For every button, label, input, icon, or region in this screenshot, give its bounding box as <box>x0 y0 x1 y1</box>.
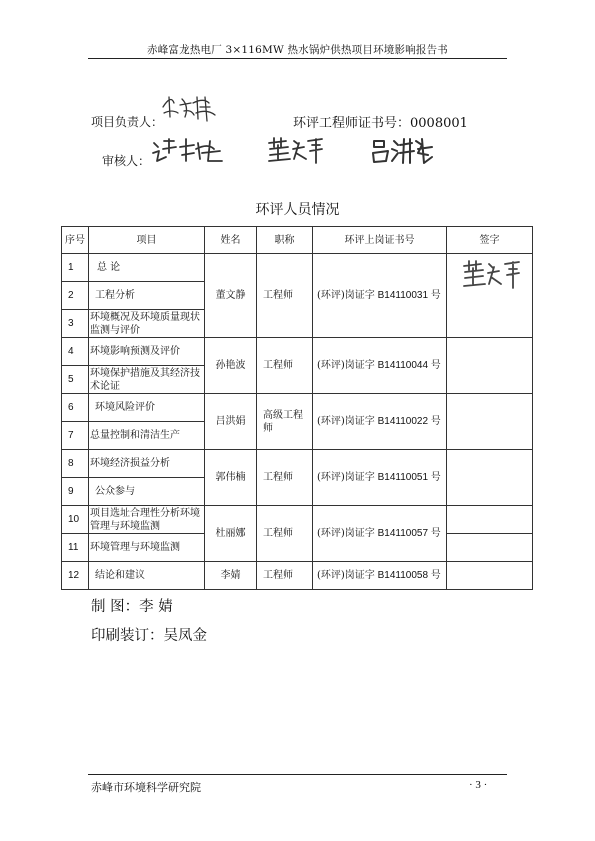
staff-cert <box>313 338 447 394</box>
staff-cert <box>313 506 447 562</box>
staff-cert <box>313 450 447 506</box>
staff-name: 董文静 <box>205 254 257 338</box>
header-cert: 环评上岗证书号 <box>313 227 447 254</box>
cert-suffix: 号 <box>430 472 441 483</box>
leader-signature <box>160 91 220 125</box>
cert-number: B14110058 <box>377 570 429 581</box>
cert-number: B14110057 <box>377 528 429 539</box>
header-item: 项目 <box>89 227 205 254</box>
cert-suffix: 号 <box>430 290 441 301</box>
cert-suffix: 号 <box>430 570 441 581</box>
page-header-title: 赤峰富龙热电厂 3×116MW 热水锅炉供热项目环境影响报告书 <box>147 44 448 56</box>
table-row <box>62 338 533 366</box>
row-item: 项目选址合理性分析环境管理与环境监测 <box>89 506 205 534</box>
staff-title: 高级工程师 <box>257 394 313 450</box>
cert-suffix: 号 <box>430 360 441 371</box>
cert-prefix: (环评)岗证字 <box>317 290 375 301</box>
row-num: 12 <box>62 562 89 590</box>
table-row <box>62 562 533 590</box>
row-item: 公众参与 <box>89 478 205 506</box>
row-item: 总量控制和清洁生产 <box>89 422 205 450</box>
staff-title: 工程师 <box>257 562 313 590</box>
staff-signature-cell <box>447 534 533 562</box>
staff-cert <box>313 254 447 338</box>
cert-number: B14110051 <box>377 472 429 483</box>
staff-signature-cell <box>447 450 533 506</box>
reviewer-signature-3 <box>370 135 434 167</box>
staff-signature-cell <box>447 338 533 394</box>
project-leader-label: 项目负责人： <box>91 115 164 129</box>
staff-name: 吕洪娟 <box>205 394 257 450</box>
staff-title: 工程师 <box>257 450 313 506</box>
reviewer-signature-1 <box>150 135 226 165</box>
footer-org: 赤峰市环境科学研究院 <box>91 781 201 794</box>
cert-suffix: 号 <box>430 528 441 539</box>
staff-cert <box>313 562 447 590</box>
row-item: 环境保护措施及其经济技术论证 <box>89 366 205 394</box>
reviewer-label: 审核人： <box>102 154 151 168</box>
cert-number: B14110044 <box>377 360 429 371</box>
row-item: 环境风险评价 <box>89 394 205 422</box>
engineer-cert-line: 环评工程师证书号：0008001 <box>293 116 468 131</box>
reviewer-signature-2 <box>266 135 324 165</box>
cert-prefix: (环评)岗证字 <box>317 528 375 539</box>
staff-title: 工程师 <box>257 338 313 394</box>
table-header-row <box>62 227 533 254</box>
row-num: 8 <box>62 450 89 478</box>
row-item: 工程分析 <box>89 282 205 310</box>
header-num: 序号 <box>62 227 89 254</box>
page-number: · 3 · <box>469 779 488 791</box>
row-num: 11 <box>62 534 89 562</box>
row-num: 9 <box>62 478 89 506</box>
header-name: 姓名 <box>205 227 257 254</box>
staff-signature-cell <box>447 562 533 590</box>
row-item: 环境管理与环境监测 <box>89 534 205 562</box>
row-item: 总 论 <box>89 254 205 282</box>
staff-cert <box>313 394 447 450</box>
cert-number: B14110022 <box>377 416 429 427</box>
staff-name: 杜丽娜 <box>205 506 257 562</box>
cert-prefix: (环评)岗证字 <box>317 416 375 427</box>
table-row <box>62 394 533 422</box>
row-num: 4 <box>62 338 89 366</box>
staff-signature-cell <box>447 254 533 338</box>
staff-signature-cell <box>447 506 533 534</box>
row-num: 5 <box>62 366 89 394</box>
header-rule <box>88 58 507 59</box>
row-num: 3 <box>62 310 89 338</box>
row-num: 7 <box>62 422 89 450</box>
row-num: 2 <box>62 282 89 310</box>
cert-prefix: (环评)岗证字 <box>317 360 375 371</box>
row-item: 结论和建议 <box>89 562 205 590</box>
cert-number: B14110031 <box>377 290 429 301</box>
staff-signature-cell <box>447 394 533 450</box>
staff-title: 工程师 <box>257 506 313 562</box>
staff-signature <box>461 258 523 292</box>
table-row <box>62 254 533 282</box>
cert-prefix: (环评)岗证字 <box>317 570 375 581</box>
drawing-credit: 制 图：李 婧 <box>91 599 173 615</box>
row-item: 环境经济损益分析 <box>89 450 205 478</box>
row-item: 环境影响预测及评价 <box>89 338 205 366</box>
header-title: 职称 <box>257 227 313 254</box>
staff-name: 李婧 <box>205 562 257 590</box>
row-num: 1 <box>62 254 89 282</box>
staff-table <box>61 226 533 590</box>
staff-name: 孙艳波 <box>205 338 257 394</box>
staff-title: 工程师 <box>257 254 313 338</box>
row-num: 10 <box>62 506 89 534</box>
table-title: 环评人员情况 <box>255 202 340 218</box>
footer-rule <box>88 774 507 775</box>
row-item: 环境概况及环境质量现状监测与评价 <box>89 310 205 338</box>
row-num: 6 <box>62 394 89 422</box>
header-signature: 签字 <box>447 227 533 254</box>
cert-suffix: 号 <box>430 416 441 427</box>
table-row <box>62 506 533 534</box>
binding-credit: 印刷装订：吴凤金 <box>91 628 207 644</box>
table-row <box>62 450 533 478</box>
cert-prefix: (环评)岗证字 <box>317 472 375 483</box>
staff-name: 郭伟楠 <box>205 450 257 506</box>
